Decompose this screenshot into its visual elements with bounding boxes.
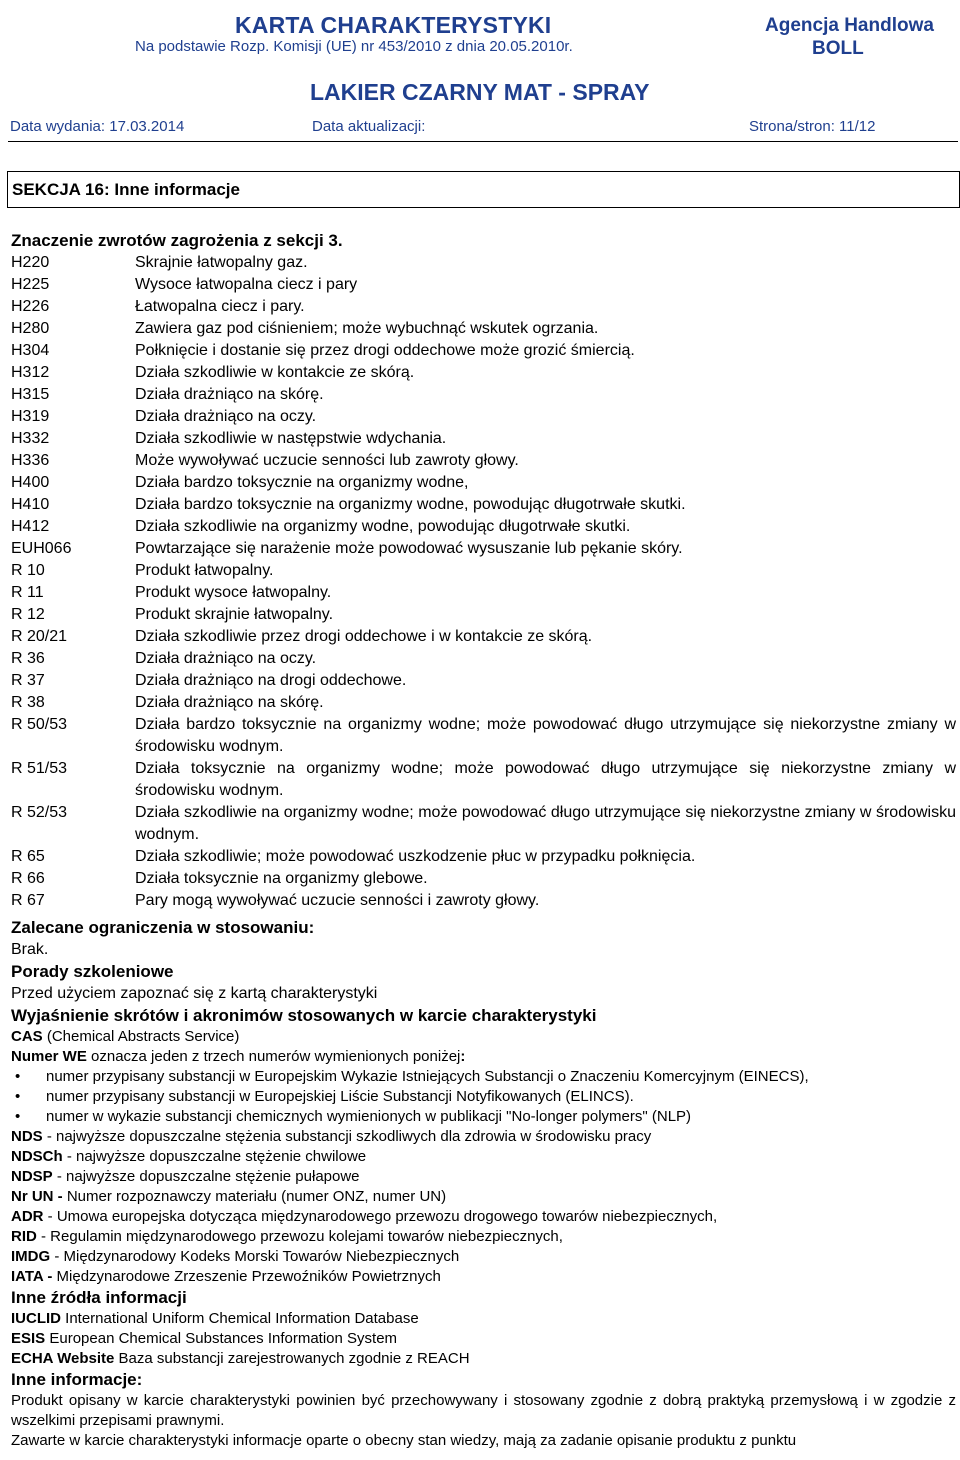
hazard-code: H226 <box>11 298 50 315</box>
hazard-description: Działa drażniąco na skórę. <box>135 694 324 711</box>
we-text: oznacza jeden z trzech numerów wymienionych poniżej <box>86 1048 461 1065</box>
other-info-text: Produkt opisany w karcie charakterystyki powinien być przechowywany i stosowany zgodnie z dobrą praktyką przemysłową i w zgodzie z wszelkimi przepisami prawnymi. <box>11 1392 956 1429</box>
hazard-code-row <box>11 714 956 758</box>
hazard-description: Wysoce łatwopalna ciecz i pary <box>135 276 358 293</box>
abbr-text: Międzynarodowe Zrzeszenie Przewoźników Powietrznych <box>52 1268 441 1285</box>
hazard-code: R 11 <box>11 584 44 601</box>
hazard-code-row <box>11 450 956 472</box>
hazard-description: Może wywoływać uczucie senności lub zawroty głowy. <box>135 452 519 469</box>
hazard-description: Działa szkodliwie; może powodować uszkodzenie płuc w przypadku połknięcia. <box>135 848 696 865</box>
other-info-text-continued: Zawarte w karcie charakterystyki informacje oparte o obecny stan wiedzy, mają za zadanie opisanie produktu z punktu <box>11 1432 797 1449</box>
other-info-heading: Inne informacje: <box>11 1370 143 1389</box>
restrictions-text: Brak. <box>11 941 49 958</box>
abbr-term: IATA - <box>11 1268 53 1285</box>
abbr-text: - Międzynarodowy Kodeks Morski Towarów Niebezpiecznych <box>50 1248 460 1265</box>
hazard-code-row <box>11 472 956 494</box>
header-divider <box>8 141 958 142</box>
hazard-description: Łatwopalna ciecz i pary. <box>135 298 305 315</box>
hazard-description: Działa drażniąco na oczy. <box>135 650 317 667</box>
bullet-item: • numer w wykazie substancji chemicznych wymienionych w publikacji "No-longer polymers" (NLP) <box>11 1107 956 1127</box>
abbr-term: ADR <box>11 1208 44 1225</box>
abbr-line <box>11 1127 956 1147</box>
abbr-text: - najwyższe dopuszczalne stężenia substancji szkodliwych dla zdrowia w środowisku pracy <box>42 1128 652 1145</box>
hazard-description: Działa szkodliwie na organizmy wodne; może powodować długo utrzymujące się niekorzystne zmiany w środowisku wodnym. <box>135 804 956 843</box>
abbr-term: RID <box>11 1228 37 1245</box>
hazard-code: H280 <box>11 320 50 337</box>
hazard-code: R 10 <box>11 562 45 579</box>
source-text: International Uniform Chemical Information Database <box>61 1310 419 1327</box>
source-line <box>11 1329 956 1349</box>
abbr-text: - Umowa europejska dotycząca międzynarodowego przewozu drogowego towarów niebezpiecznych, <box>43 1208 718 1225</box>
abbr-line <box>11 1147 956 1167</box>
regulation-subtitle: Na podstawie Rozp. Komisji (UE) nr 453/2010 z dnia 20.05.2010r. <box>135 38 573 55</box>
training-text: Przed użyciem zapoznać się z kartą charakterystyki <box>11 985 378 1002</box>
lower-content <box>11 917 956 1451</box>
hazard-code-row <box>11 296 956 318</box>
restrictions-heading: Zalecane ograniczenia w stosowaniu: <box>11 918 315 937</box>
hazard-code: R 37 <box>11 672 45 689</box>
hazard-code: H410 <box>11 496 50 513</box>
hazard-code-row <box>11 868 956 890</box>
hazard-description: Działa drażniąco na skórę. <box>135 386 324 403</box>
cas-term: CAS <box>11 1028 43 1045</box>
hazard-code: R 38 <box>11 694 45 711</box>
sources-heading: Inne źródła informacji <box>11 1288 187 1307</box>
abbr-term: NDSCh <box>11 1148 63 1165</box>
hazard-code-row <box>11 538 956 560</box>
we-term: Numer WE <box>11 1048 87 1065</box>
section-header-box <box>7 171 960 208</box>
hazard-code-row <box>11 428 956 450</box>
hazard-description: Działa szkodliwie przez drogi oddechowe i w kontakcie ze skórą. <box>135 628 593 645</box>
hazard-code: R 36 <box>11 650 45 667</box>
abbr-line <box>11 1227 956 1247</box>
hazard-code: H304 <box>11 342 50 359</box>
training-heading: Porady szkoleniowe <box>11 962 174 981</box>
hazard-code-row <box>11 626 956 648</box>
hazard-code: R 50/53 <box>11 716 68 733</box>
hazard-code: H312 <box>11 364 50 381</box>
source-text: European Chemical Substances Information System <box>45 1330 398 1347</box>
hazard-description: Działa toksycznie na organizmy wodne; może powodować długo utrzymujące się niekorzystne zmiany w środowisku wodnym. <box>135 760 956 799</box>
hazard-description: Produkt łatwopalny. <box>135 562 274 579</box>
abbr-term: NDSP <box>11 1168 53 1185</box>
bullet-item: • numer przypisany substancji w Europejskim Wykazie Istniejących Substancji o Znaczeniu Komercyjnym (EINECS), <box>11 1067 956 1087</box>
hazard-code: H412 <box>11 518 50 535</box>
cas-text: (Chemical Abstracts Service) <box>42 1028 240 1045</box>
hazard-code: R 20/21 <box>11 628 68 645</box>
hazard-code: H319 <box>11 408 50 425</box>
hazard-description: Powtarzające się narażenie może powodować wysuszanie lub pękanie skóry. <box>135 540 683 557</box>
bullet-item: • numer przypisany substancji w Europejskiej Liście Substancji Notyfikowanych (ELINCS). <box>11 1087 956 1107</box>
hazard-description: Produkt wysoce łatwopalny. <box>135 584 332 601</box>
hazard-description: Pary mogą wywoływać uczucie senności i zawroty głowy. <box>135 892 540 909</box>
abbr-text: - najwyższe dopuszczalne stężenie chwilowe <box>62 1148 367 1165</box>
hazard-code: R 67 <box>11 892 45 909</box>
hazard-code: H332 <box>11 430 50 447</box>
hazard-description: Działa bardzo toksycznie na organizmy wodne, powodując długotrwałe skutki. <box>135 496 686 513</box>
hazard-code-row <box>11 560 956 582</box>
abbr-line <box>11 1207 956 1227</box>
hazard-code-row <box>11 494 956 516</box>
hazard-description: Działa bardzo toksycznie na organizmy wodne, <box>135 474 469 491</box>
hazard-code: R 65 <box>11 848 45 865</box>
hazard-code-row <box>11 406 956 428</box>
hazard-description: Działa drażniąco na drogi oddechowe. <box>135 672 407 689</box>
hazard-code: R 51/53 <box>11 760 68 777</box>
hazard-code-row <box>11 362 956 384</box>
hazard-code: H315 <box>11 386 50 403</box>
hazard-description: Działa szkodliwie w kontakcie ze skórą. <box>135 364 415 381</box>
hazard-code: H220 <box>11 254 50 271</box>
abbr-term: NDS <box>11 1128 43 1145</box>
hazard-code-row <box>11 648 956 670</box>
hazard-code-row <box>11 890 956 912</box>
cas-line <box>11 1027 956 1047</box>
hazard-code: H336 <box>11 452 50 469</box>
hazard-code-row <box>11 252 956 274</box>
hazard-code-row <box>11 582 956 604</box>
hazard-codes-list <box>11 252 956 912</box>
hazard-code-row <box>11 846 956 868</box>
abbr-term: Nr UN - <box>11 1188 63 1205</box>
hazard-code-row <box>11 340 956 362</box>
section-title: SEKCJA 16: Inne informacje <box>12 180 240 199</box>
hazard-code-row <box>11 318 956 340</box>
source-text: Baza substancji zarejestrowanych zgodnie z REACH <box>114 1350 470 1367</box>
source-term: ECHA Website <box>11 1350 115 1367</box>
hazard-description: Działa drażniąco na oczy. <box>135 408 317 425</box>
hazard-code-row <box>11 604 956 626</box>
hazard-description: Działa toksycznie na organizmy glebowe. <box>135 870 428 887</box>
source-term: IUCLID <box>11 1310 61 1327</box>
hazard-code: H400 <box>11 474 50 491</box>
we-colon: : <box>460 1048 466 1065</box>
update-date: Data aktualizacji: <box>312 118 426 135</box>
hazard-code: H225 <box>11 276 50 293</box>
hazard-description: Działa szkodliwie w następstwie wdychania. <box>135 430 447 447</box>
hazard-description: Działa szkodliwie na organizmy wodne, powodując długotrwałe skutki. <box>135 518 631 535</box>
abbr-line <box>11 1167 956 1187</box>
hazard-code-row <box>11 670 956 692</box>
hazard-code-row <box>11 802 956 846</box>
hazard-code: R 52/53 <box>11 804 68 821</box>
hazard-code-row <box>11 692 956 714</box>
hazard-code-row <box>11 384 956 406</box>
product-name: LAKIER CZARNY MAT - SPRAY <box>310 79 650 105</box>
abbreviations-heading: Wyjaśnienie skrótów i akronimów stosowanych w karcie charakterystyki <box>11 1006 597 1025</box>
hazard-code: EUH066 <box>11 540 72 557</box>
hazard-code-row <box>11 274 956 296</box>
hazard-code: R 66 <box>11 870 45 887</box>
abbr-line <box>11 1247 956 1267</box>
source-term: ESIS <box>11 1330 46 1347</box>
hazard-code-row <box>11 758 956 802</box>
abbr-line <box>11 1267 956 1287</box>
hazard-description: Zawiera gaz pod ciśnieniem; może wybuchnąć wskutek ogrzania. <box>135 320 599 337</box>
issue-date: Data wydania: 17.03.2014 <box>10 118 185 135</box>
hazard-code: R 12 <box>11 606 45 623</box>
hazard-codes-heading: Znaczenie zwrotów zagrożenia z sekcji 3. <box>11 231 343 250</box>
abbr-text: Numer rozpoznawczy materiału (numer ONZ, numer UN) <box>62 1188 447 1205</box>
page-number: Strona/stron: 11/12 <box>749 118 876 135</box>
source-line <box>11 1309 956 1329</box>
company-name-line2: BOLL <box>812 38 864 59</box>
hazard-description: Skrajnie łatwopalny gaz. <box>135 254 308 271</box>
abbr-text: - najwyższe dopuszczalne stężenie pułapowe <box>52 1168 360 1185</box>
hazard-code-row <box>11 516 956 538</box>
abbr-line <box>11 1187 956 1207</box>
hazard-description: Produkt skrajnie łatwopalny. <box>135 606 334 623</box>
document-title: KARTA CHARAKTERYSTYKI <box>235 12 552 38</box>
abbr-text: - Regulamin międzynarodowego przewozu kolejami towarów niebezpiecznych, <box>36 1228 563 1245</box>
hazard-description: Połknięcie i dostanie się przez drogi oddechowe może grozić śmiercią. <box>135 342 635 359</box>
we-bullet-list <box>11 1067 956 1127</box>
company-name-line1: Agencja Handlowa <box>765 15 934 36</box>
hazard-description: Działa bardzo toksycznie na organizmy wodne; może powodować długo utrzymujące się niekorzystne zmiany w środowisku wodnym. <box>135 716 956 755</box>
we-line <box>11 1047 956 1067</box>
abbr-term: IMDG <box>11 1248 51 1265</box>
source-line <box>11 1349 956 1369</box>
